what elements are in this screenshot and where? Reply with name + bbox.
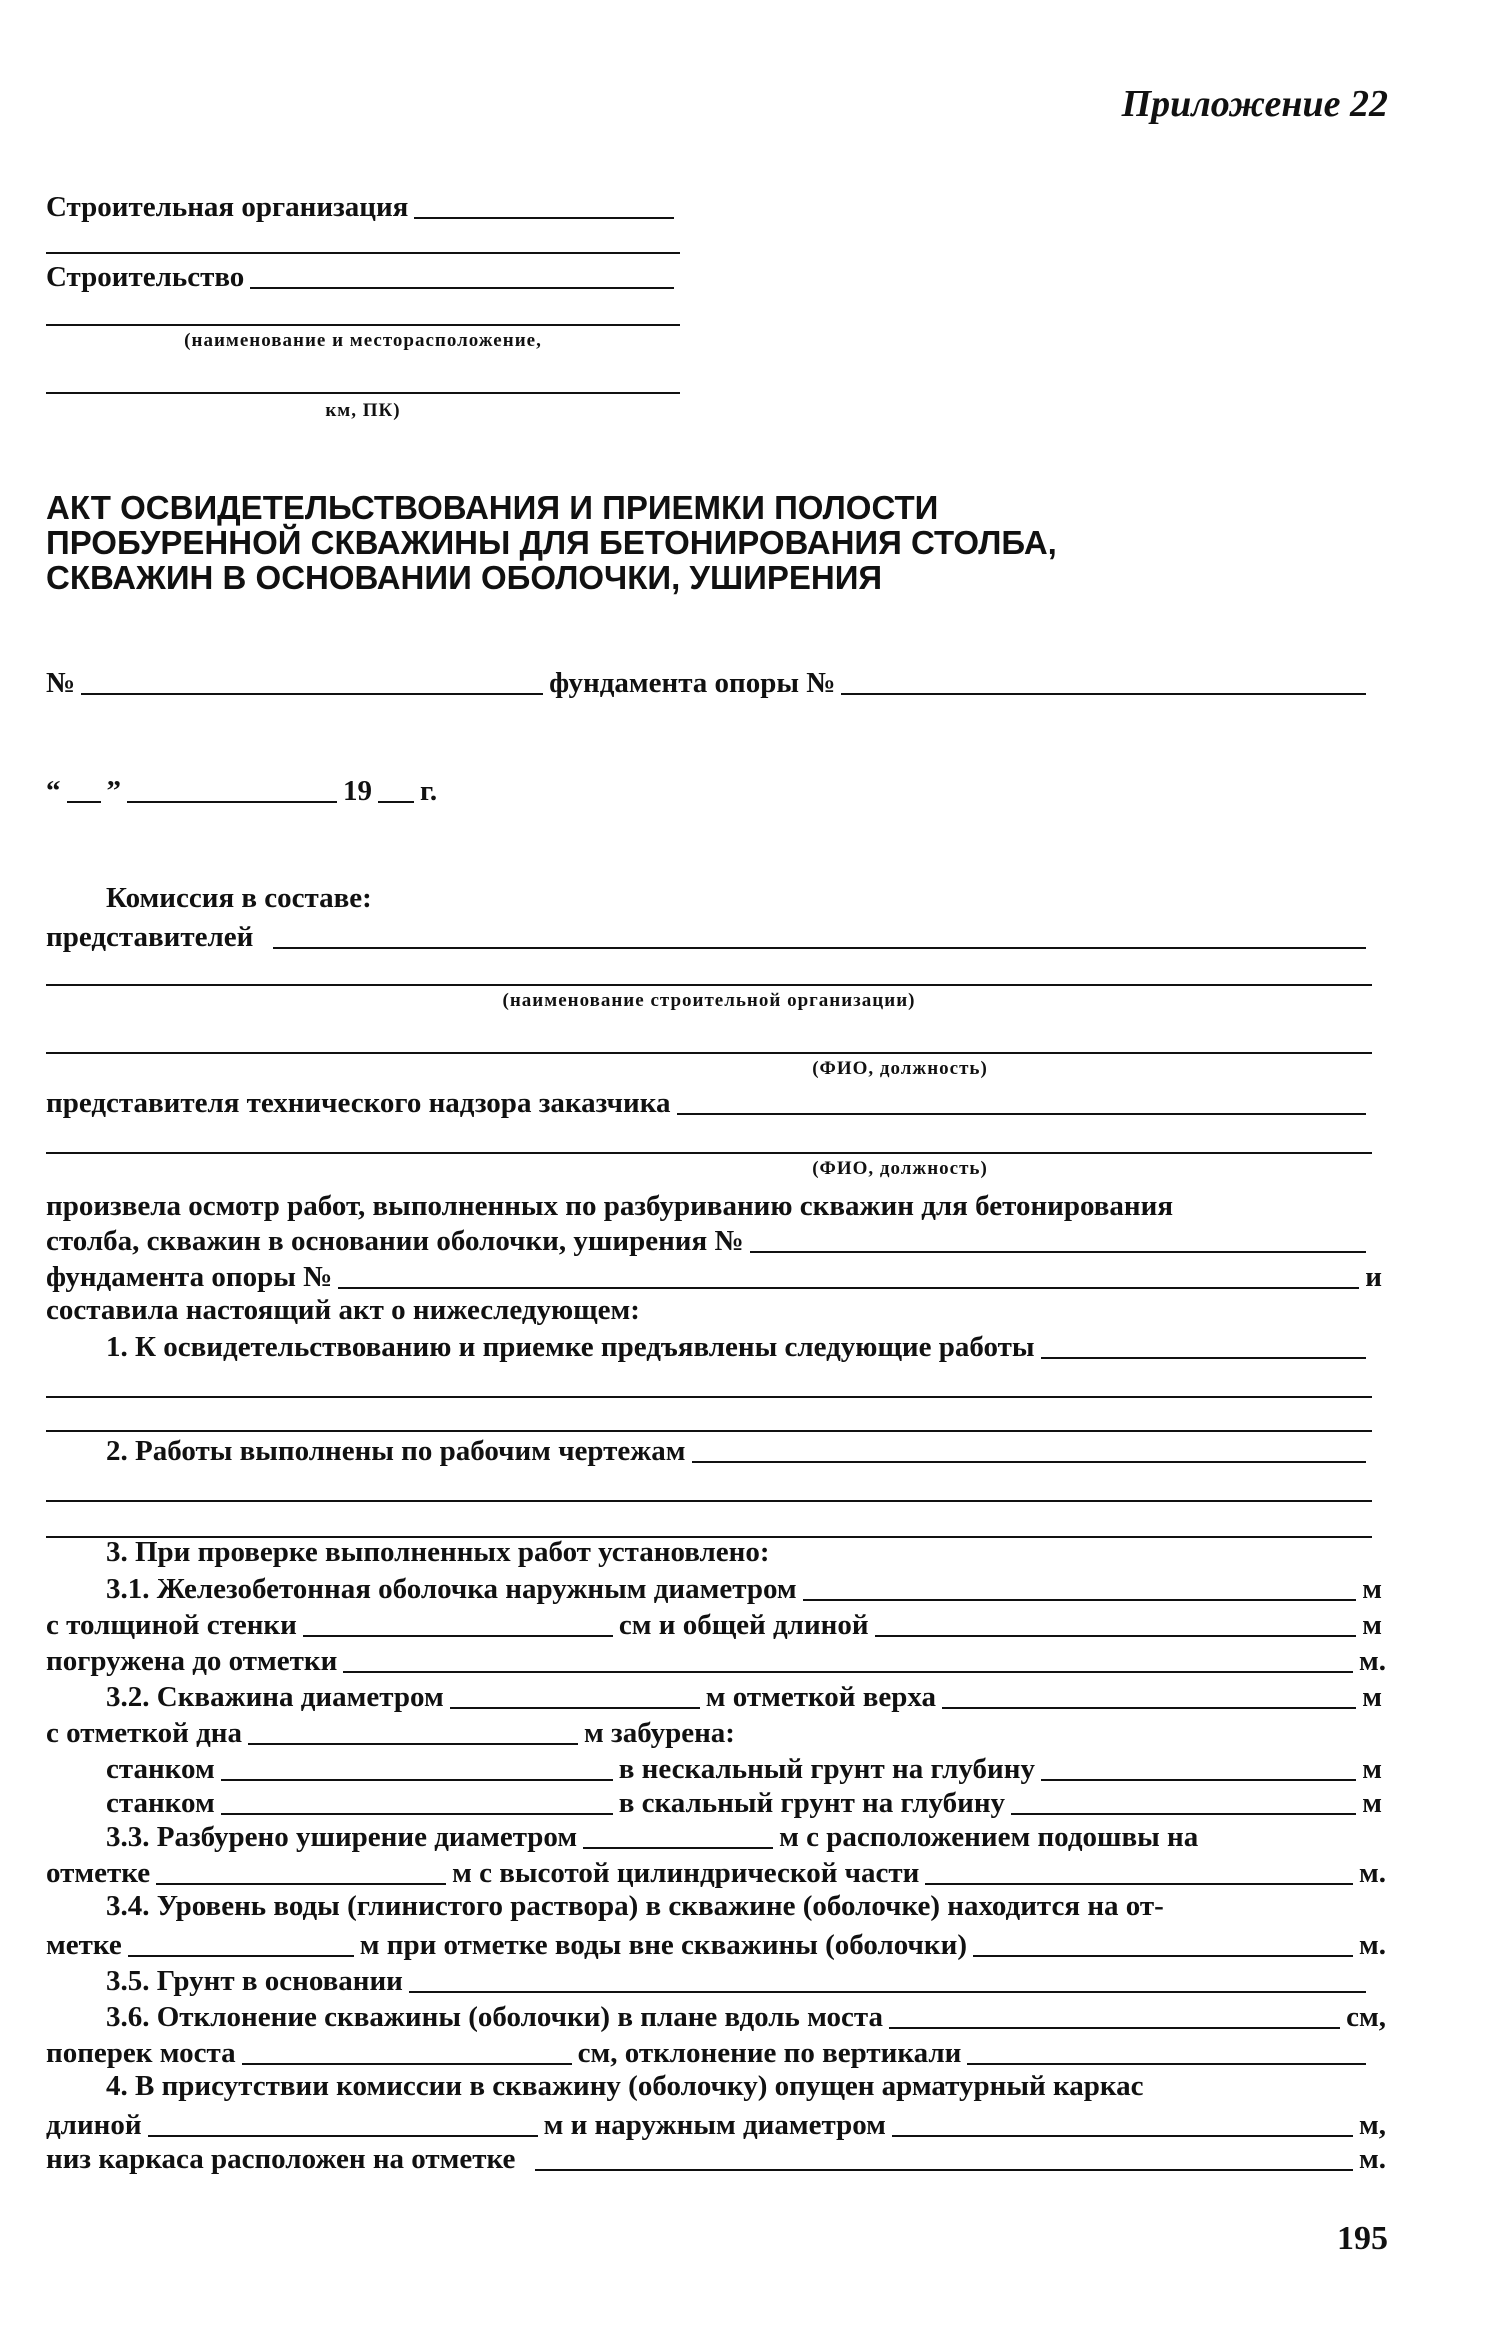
immersion-mark-field[interactable] bbox=[343, 1670, 1353, 1673]
item-3-1b-text-a: с толщиной стенки bbox=[46, 1609, 297, 1641]
item-3-1b-row bbox=[46, 1606, 1382, 1642]
item-3-4a: 3.4. Уровень воды (глинистого раствора) в скважине (оболочке) находится на от- bbox=[106, 1890, 1164, 1922]
item-4a: 4. В присутствии комиссии в скважину (оболочку) опущен арматурный каркас bbox=[106, 2070, 1144, 2102]
caption-km-pk: км, ПК) bbox=[325, 400, 401, 421]
shell-diameter-field[interactable] bbox=[803, 1598, 1357, 1601]
item-3-2a-text-a: 3.2. Скважина диаметром bbox=[106, 1681, 444, 1713]
date-close-quote: ” bbox=[106, 775, 121, 807]
item-3-2c-text-a: станком bbox=[106, 1753, 215, 1785]
item-3-2d-text-b: в скальный грунт на глубину bbox=[618, 1787, 1006, 1819]
tech-supervision-row bbox=[46, 1084, 1372, 1120]
vertical-deviation-field[interactable] bbox=[967, 2062, 1366, 2065]
cylinder-height-field[interactable] bbox=[925, 1882, 1353, 1885]
body-line-3 bbox=[46, 1258, 1382, 1294]
item-4b-text-a: длиной bbox=[46, 2109, 142, 2141]
body-line-1: произвела осмотр работ, выполненных по разбуриванию скважин для бетонирования bbox=[46, 1190, 1174, 1222]
item-3-2d-text-a: станком bbox=[106, 1787, 215, 1819]
item-3-1a-row bbox=[106, 1570, 1382, 1606]
item-3-6b-text-a: поперек моста bbox=[46, 2037, 236, 2069]
body-line-3-text: фундамента опоры № bbox=[46, 1261, 333, 1293]
body-line-4: составила настоящий акт о нижеследующем: bbox=[46, 1294, 640, 1326]
item-3-1b-text-b: см и общей длиной bbox=[618, 1609, 869, 1641]
non-rock-depth-field[interactable] bbox=[1041, 1778, 1356, 1781]
item-3-2d-row bbox=[106, 1784, 1382, 1820]
unit-m-dot: м. bbox=[1358, 2143, 1386, 2175]
caption-fio-1: (ФИО, должность) bbox=[812, 1058, 988, 1079]
item-3-1c-row bbox=[46, 1642, 1386, 1678]
item-4b-text-b: м и наружным диаметром bbox=[543, 2109, 886, 2141]
construction-field-line2[interactable] bbox=[46, 324, 680, 326]
day-field[interactable] bbox=[67, 800, 101, 803]
title-line-3: СКВАЖИН В ОСНОВАНИИ ОБОЛОЧКИ, УШИРЕНИЯ bbox=[46, 559, 883, 596]
unit-m-dot: м. bbox=[1358, 1857, 1386, 1889]
bottom-mark-field[interactable] bbox=[248, 1742, 578, 1745]
body-line-3-end: и bbox=[1365, 1261, 1382, 1293]
deviation-across-field[interactable] bbox=[242, 2062, 572, 2065]
sole-mark-field[interactable] bbox=[156, 1882, 446, 1885]
representatives-field[interactable] bbox=[273, 946, 1366, 949]
top-mark-field[interactable] bbox=[942, 1706, 1356, 1709]
tech-supervision-field[interactable] bbox=[677, 1112, 1366, 1115]
well-diameter-field[interactable] bbox=[450, 1706, 700, 1709]
widening-diameter-field[interactable] bbox=[583, 1846, 773, 1849]
item-3-4b-text-b: м при отметке воды вне скважины (оболочки) bbox=[359, 1929, 967, 1961]
commission-intro: Комиссия в составе: bbox=[106, 882, 372, 914]
unit-m-dot: м. bbox=[1358, 1929, 1386, 1961]
year-prefix: 19 bbox=[343, 775, 372, 807]
construction-field-line3[interactable] bbox=[46, 392, 680, 394]
unit-m: м bbox=[1362, 1609, 1382, 1641]
appendix-label: Приложение 22 bbox=[1121, 83, 1388, 125]
support-foundation-field[interactable] bbox=[338, 1286, 1359, 1289]
representatives-label: представителей bbox=[46, 921, 254, 953]
caption-org: (наименование строительной организации) bbox=[502, 990, 916, 1011]
act-number-field[interactable] bbox=[81, 692, 543, 695]
title-line-2: ПРОБУРЕННОЙ СКВАЖИНЫ ДЛЯ БЕТОНИРОВАНИЯ СТОЛБА, bbox=[46, 524, 1057, 561]
caption-fio-2: (ФИО, должность) bbox=[812, 1158, 988, 1179]
item-3-2b-text-a: с отметкой дна bbox=[46, 1717, 243, 1749]
item-3-2a-row bbox=[106, 1678, 1382, 1714]
item-3-1a-text: 3.1. Железобетонная оболочка наружным диаметром bbox=[106, 1573, 797, 1605]
wall-thickness-field[interactable] bbox=[303, 1634, 613, 1637]
page-number: 195 bbox=[1337, 2220, 1388, 2257]
machine-2-field[interactable] bbox=[221, 1812, 613, 1815]
item-2-text: 2. Работы выполнены по рабочим чертежам bbox=[106, 1435, 686, 1467]
machine-1-field[interactable] bbox=[221, 1778, 613, 1781]
unit-m: м bbox=[1362, 1787, 1382, 1819]
widening-number-field[interactable] bbox=[750, 1250, 1366, 1253]
year-field[interactable] bbox=[378, 800, 414, 803]
item-3-2b-row bbox=[46, 1714, 946, 1750]
unit-m-dot: м. bbox=[1358, 1645, 1386, 1677]
item-3-3b-text-a: отметке bbox=[46, 1857, 151, 1889]
number-sign: № bbox=[46, 667, 76, 699]
item-4c-text: низ каркаса расположен на отметке bbox=[46, 2143, 516, 2175]
item-3-6b-text-b: см, отклонение по вертикали bbox=[577, 2037, 962, 2069]
number-row bbox=[46, 664, 1372, 700]
item-3: 3. При проверке выполненных работ установлено: bbox=[106, 1536, 770, 1568]
item-3-3a-text-b: м с расположением подошвы на bbox=[779, 1821, 1199, 1853]
unit-m: м bbox=[1362, 1753, 1382, 1785]
date-row bbox=[46, 772, 646, 808]
item-3-3a-row bbox=[106, 1818, 1382, 1854]
item-3-5-row bbox=[106, 1962, 1372, 1998]
item-2-field-line2[interactable] bbox=[46, 1500, 1372, 1502]
construction-field[interactable] bbox=[250, 286, 674, 289]
total-length-field[interactable] bbox=[875, 1634, 1357, 1637]
item-4c-row bbox=[46, 2140, 1386, 2176]
item-3-6a-text: 3.6. Отклонение скважины (оболочки) в плане вдоль моста bbox=[106, 2001, 883, 2033]
tech-supervision-label: представителя технического надзора заказчика bbox=[46, 1087, 671, 1119]
item-3-4b-text-a: метке bbox=[46, 1929, 122, 1961]
cage-bottom-mark-field[interactable] bbox=[535, 2168, 1353, 2171]
water-level-field[interactable] bbox=[128, 1954, 354, 1957]
cage-diameter-field[interactable] bbox=[892, 2134, 1353, 2137]
body-line-2-text: столба, скважин в основании оболочки, уширения № bbox=[46, 1225, 744, 1257]
unit-cm-comma: см, bbox=[1346, 2001, 1386, 2033]
cage-length-field[interactable] bbox=[148, 2134, 538, 2137]
representatives-field-line2[interactable] bbox=[46, 984, 1372, 986]
item-3-1c-text: погружена до отметки bbox=[46, 1645, 338, 1677]
foundation-number-field[interactable] bbox=[841, 692, 1366, 695]
title-line-1: АКТ ОСВИДЕТЕЛЬСТВОВАНИЯ И ПРИЕМКИ ПОЛОСТИ bbox=[46, 489, 939, 526]
base-soil-field[interactable] bbox=[409, 1990, 1366, 1993]
item-3-2c-row bbox=[106, 1750, 1382, 1786]
month-field[interactable] bbox=[127, 800, 337, 803]
rock-depth-field[interactable] bbox=[1011, 1812, 1356, 1815]
item-2-field[interactable] bbox=[692, 1460, 1366, 1463]
org-label: Строительная организация bbox=[46, 191, 409, 223]
construction-label: Строительство bbox=[46, 261, 245, 293]
item-4b-row bbox=[46, 2106, 1386, 2142]
item-3-6a-row bbox=[106, 1998, 1386, 2034]
item-3-3a-text-a: 3.3. Разбурено уширение диаметром bbox=[106, 1821, 578, 1853]
construction-row bbox=[46, 258, 680, 294]
body-line-2 bbox=[46, 1222, 1372, 1258]
item-3-2a-text-b: м отметкой верха bbox=[705, 1681, 937, 1713]
document-title bbox=[46, 490, 1306, 595]
year-suffix: г. bbox=[420, 775, 438, 807]
item-1-text: 1. К освидетельствованию и приемке предъявлены следующие работы bbox=[106, 1331, 1035, 1363]
item-2-row bbox=[106, 1432, 1372, 1468]
item-3-4b-row bbox=[46, 1926, 1386, 1962]
item-3-5-text: 3.5. Грунт в основании bbox=[106, 1965, 403, 1997]
representatives-row bbox=[46, 918, 1372, 954]
deviation-along-field[interactable] bbox=[889, 2026, 1340, 2029]
tech-supervision-field-line2[interactable] bbox=[46, 1152, 1372, 1154]
item-1-row bbox=[106, 1328, 1372, 1364]
org-field-line2[interactable] bbox=[46, 252, 680, 254]
foundation-label: фундамента опоры № bbox=[549, 667, 836, 699]
unit-m-comma: м, bbox=[1358, 2109, 1386, 2141]
unit-m: м bbox=[1362, 1573, 1382, 1605]
item-3-2b-text-b: м забурена: bbox=[584, 1717, 735, 1749]
caption-name-location: (наименование и месторасположение, bbox=[184, 330, 542, 351]
item-3-2c-text-b: в нескальный грунт на глубину bbox=[618, 1753, 1035, 1785]
date-open-quote: “ bbox=[46, 775, 61, 807]
item-3-6b-row bbox=[46, 2034, 1372, 2070]
item-3-3b-row bbox=[46, 1854, 1386, 1890]
item-1-field[interactable] bbox=[1041, 1356, 1366, 1359]
representatives-field-line3[interactable] bbox=[46, 1052, 1372, 1054]
item-1-field-line2[interactable] bbox=[46, 1396, 1372, 1398]
org-row bbox=[46, 188, 680, 224]
org-field[interactable] bbox=[414, 216, 674, 219]
outside-water-field[interactable] bbox=[973, 1954, 1353, 1957]
item-3-3b-text-b: м с высотой цилиндрической части bbox=[452, 1857, 920, 1889]
unit-m: м bbox=[1362, 1681, 1382, 1713]
